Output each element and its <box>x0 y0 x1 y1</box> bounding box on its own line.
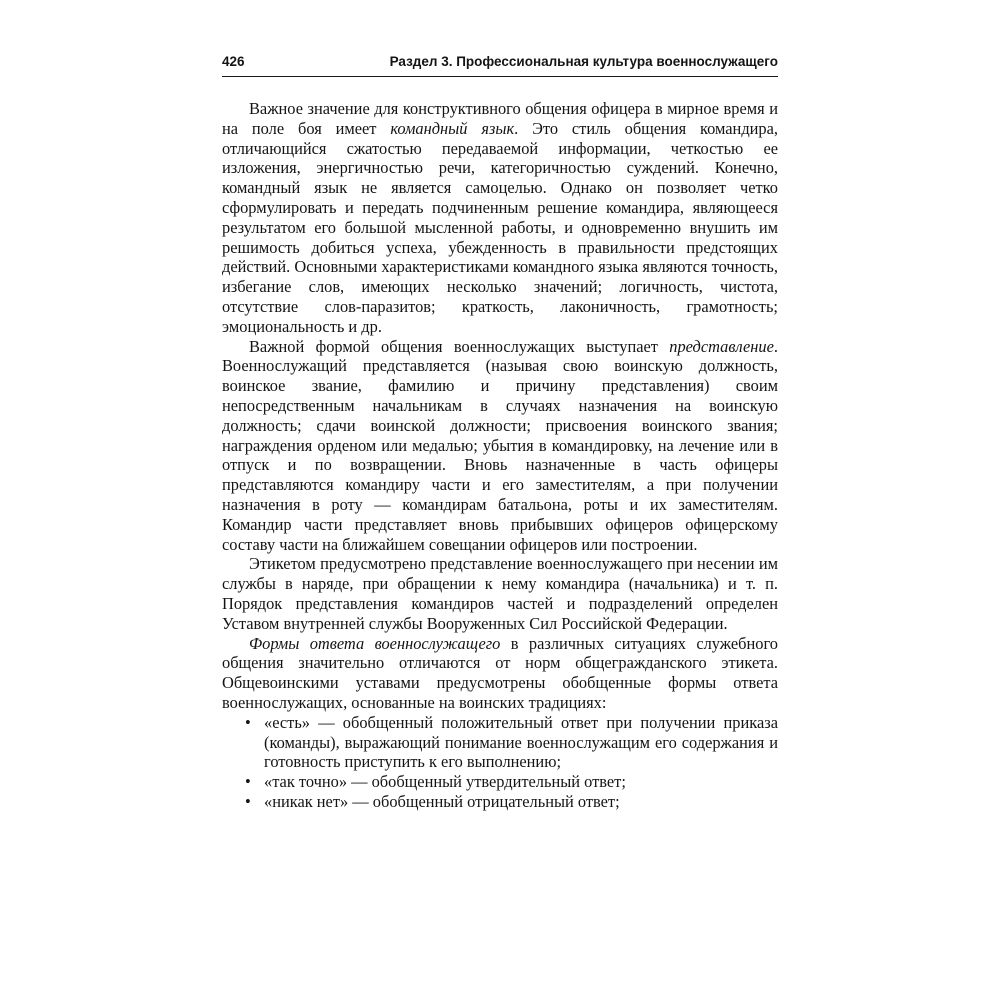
paragraph <box>222 634 778 713</box>
text-run: «есть» — обобщенный положительный ответ при получении приказа (команды), выражающий понимание военнослужащим его содержания и готовность приступить к его выполнению; <box>264 712 778 772</box>
text-run: Этикетом предусмотрено представление военнослужащего при несении им службы в наряде, при обращении к нему командира (начальника) и т. п. Порядок представления командиров частей и подразделений определен Уставом внутренней службы Вооруженных Сил Российской Федерации. <box>222 554 778 633</box>
paragraph <box>222 337 778 555</box>
text-run: . Это стиль общения командира, отличающийся сжатостью передаваемой информации, четкостью ее изложения, энергичностью речи, категоричностью суждений. Конечно, командный язык не является самоцелью. Однако он позволяет четко сформулировать и передать подчиненным решение командира, являющееся результатом его большой мысленной работы, и одновременно внушить им решимость добиться успеха, убежденность в правильности предстоящих действий. Основными характеристиками командного языка являются точность, избегание слов, имеющих несколько значений; логичность, чистота, отсутствие слов-паразитов; краткость, лаконичность, грамотность; эмоциональность и др. <box>222 118 779 336</box>
text-run: Важное значение для конструктивного общения офицера в мирное время и на поле боя имеет <box>222 99 778 138</box>
paragraph <box>222 554 778 633</box>
text-column <box>222 54 778 812</box>
text-run: командный язык <box>390 118 515 138</box>
list-item <box>222 713 778 772</box>
page-body <box>222 77 778 812</box>
bullet-marker-icon: • <box>245 772 251 792</box>
running-title: Раздел 3. Профессиональная культура военнослужащего <box>389 54 778 69</box>
list-item-text <box>264 713 778 772</box>
page-number: 426 <box>222 54 245 69</box>
list-item <box>222 772 778 792</box>
bullet-marker-icon: • <box>245 791 251 811</box>
list-item-text <box>264 792 778 812</box>
list-item-text <box>264 772 778 792</box>
text-run: «так точно» — обобщенный утвердительный ответ; <box>264 772 626 792</box>
text-run: «никак нет» — обобщенный отрицательный ответ; <box>264 791 620 811</box>
text-run: Важной формой общения военнослужащих выступает <box>249 336 670 356</box>
paragraph <box>222 99 778 337</box>
text-run: . Военнослужащий представляется (называя свою воинскую должность, воинское звание, фамилию и причину представления) своим непосредственным начальникам в случаях назначения на воинскую должность; сдачи воинской должности; присвоения воинского звания; награждения орденом или медалью; убытия в командировку, на лечение или в отпуск и по возвращении. Вновь назначенные в часть офицеры представляются командиру части и его заместителям, а при получении назначения в роту — командирам батальона, роты и их заместителям. Командир части представляет вновь прибывших офицеров офицерскому составу части на ближайшем совещании офицеров или построении. <box>222 336 778 554</box>
text-run: Формы ответа военнослужащего <box>249 633 501 653</box>
text-run: представление <box>669 336 774 356</box>
text-run: в различных ситуациях служебного общения значительно отличаются от норм общегражданского этикета. Общевоинскими уставами предусмотрены обобщенные формы ответа военнослужащих, основанные на воинских традициях: <box>222 633 778 712</box>
page-header <box>222 54 778 77</box>
bullet-marker-icon: • <box>245 712 251 732</box>
list-item <box>222 792 778 812</box>
